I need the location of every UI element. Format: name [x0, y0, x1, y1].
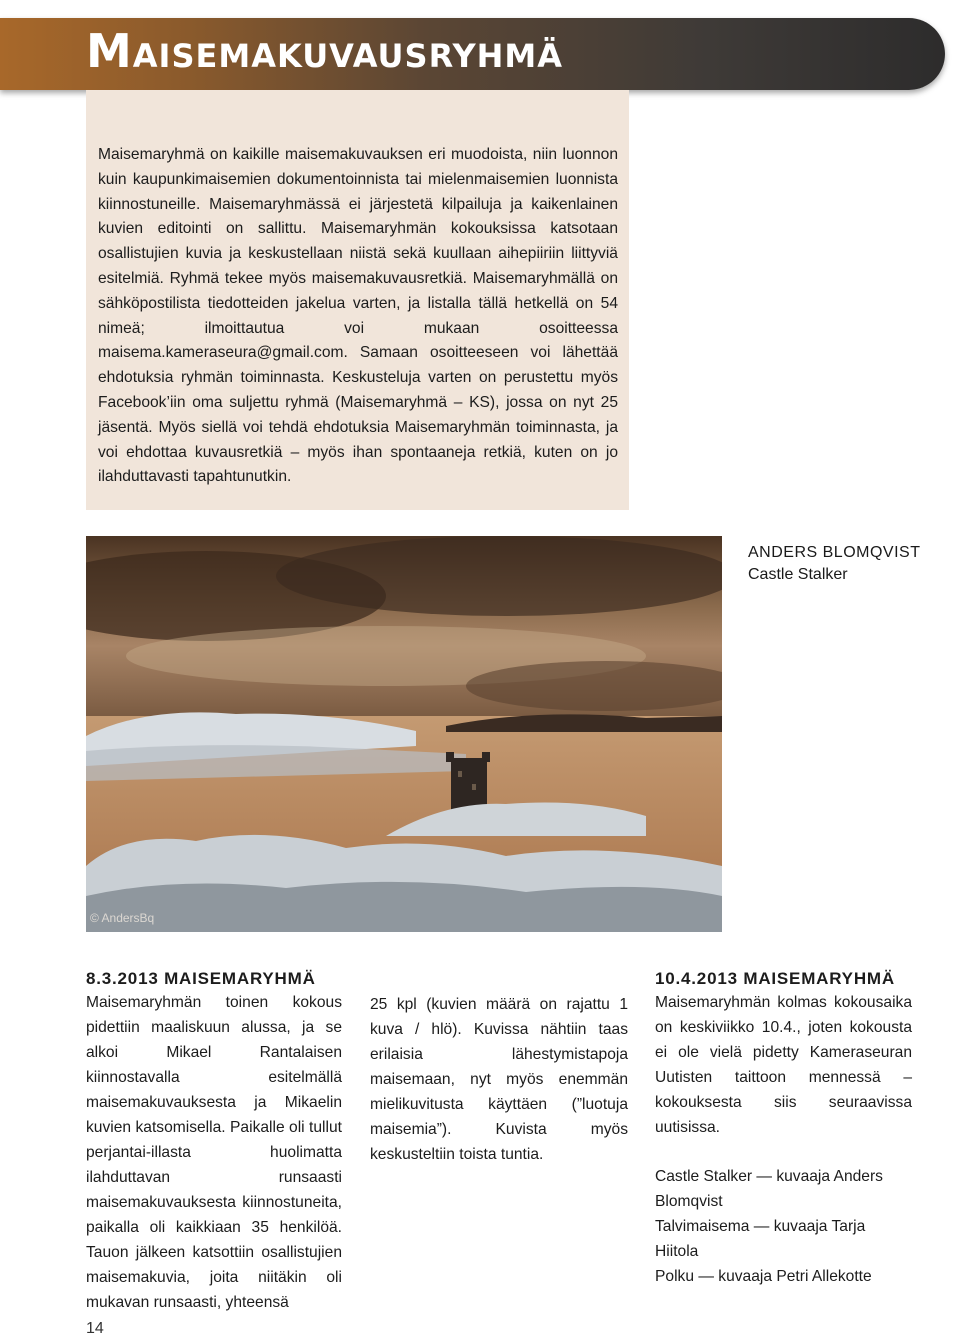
- column-1: [86, 968, 342, 1315]
- page-title: Maisemakuvausryhmä: [86, 24, 564, 78]
- photo-credit: © AndersBq: [90, 911, 155, 925]
- photo-credit-line: Polku — kuvaaja Petri Allekotte: [655, 1268, 872, 1285]
- intro-text: Maisemaryhmä on kaikille maisemakuvauksen eri muodoista, niin luonnon kuin kaupunkimaisemien dokumentoinnista tai mielenmaisemien luonnista kiinnostuneille. Maisemaryhmässä ei järjestetä kilpailuja ja kaikenlainen kuvien editointi on sallittu. Maisemaryhmän kokouksissa katsotaan osallistujien kuvia ja keskustellaan niistä sekä kuullaan aihepiiriin liittyviä esitelmiä. Ryhmä tekee myös maisemakuvausretkiä. Maisemaryhmällä on sähköpostilista tiedotteiden jakelua varten, ja listalla tällä hetkellä on 54 nimeä; ilmoittautua voi mukaan osoitteessa maisema.kameraseura@gmail.com. Samaan osoitteeseen voi lähettää ehdotuksia ryhmän toiminnasta. Keskusteluja varten on perustettu myös Facebook’iin oma suljettu ryhmä (Maisemaryhmä – KS), jossa on nyt 25 jäsentä. Myös siellä voi tehdä ehdotuksia Maisemaryhmän toiminnasta, ja voi ehdottaa kuvausretkiä – myös ihan spontaaneja retkiä, kuten on jo ilahduttavasti tapahtunutkin.: [98, 146, 618, 486]
- photo-credits-list: [655, 1164, 912, 1289]
- photo-credit-line: Castle Stalker — kuvaaja Anders Blomqvist: [655, 1168, 883, 1210]
- column-3: [655, 968, 912, 1289]
- column-2: [370, 992, 628, 1167]
- photo-credit-line: Talvimaisema — kuvaaja Tarja Hiitola: [655, 1218, 866, 1260]
- page-number: 14: [86, 1320, 104, 1337]
- column-1-text: Maisemaryhmän toinen kokous pidettiin maaliskuun alussa, ja se alkoi Mikael Rantalaisen kiinnostavalla esitelmällä maisemakuvauksesta ja Mikaelin kuvien katsomisella. Paikalle oli tullut perjantai-illasta huolimatta ilahduttavan runsaasti maisemakuvauksesta kiinnostuneita, paikalla oli kaikkiaan 35 henkilöä. Tauon jälkeen katsottiin osallistujien maisemakuvia, joita niitäkin oli mukavan runsaasti, yhteensä: [86, 994, 342, 1311]
- column-2-text: 25 kpl (kuvien määrä on rajattu 1 kuva / hlö). Kuvissa nähtiin taas erilaisia lähestymistapoja maisemaan, nyt myös enemmän mielikuvitusta käyttäen (”luotuja maisemia”). Kuvista myös keskusteltiin toista tuntia.: [370, 996, 628, 1163]
- castle-photo: [86, 536, 722, 932]
- photo-caption-author: ANDERS BLOMQVIST: [748, 544, 921, 561]
- column-3-heading: 10.4.2013 MAISEMARYHMÄ: [655, 969, 895, 988]
- column-1-heading: 8.3.2013 MAISEMARYHMÄ: [86, 969, 316, 988]
- title-bar: [0, 18, 945, 90]
- photo-caption-title: Castle Stalker: [748, 566, 848, 583]
- column-3-text: Maisemaryhmän kolmas kokousaika on keskiviikko 10.4., joten kokousta ei ole vielä pidetty Kameraseuran Uutisten taittoon mennessä – kokouksesta siis seuraavissa uutisissa.: [655, 994, 912, 1136]
